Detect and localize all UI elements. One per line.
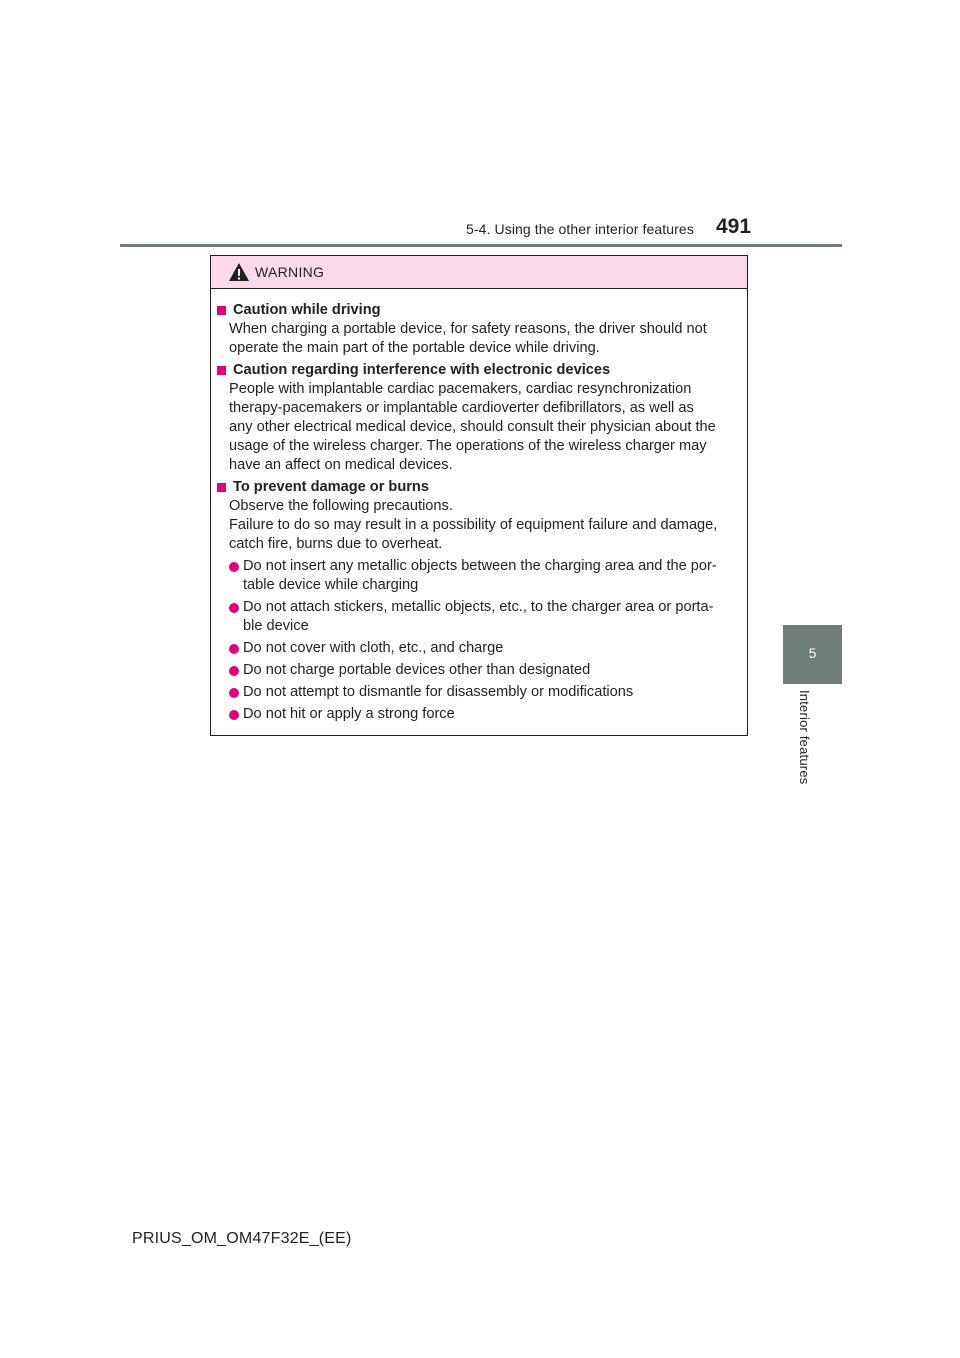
warning-section-interference — [217, 361, 738, 475]
chapter-number: 5 — [808, 645, 817, 661]
dot-bullet-icon — [229, 688, 239, 698]
list-item: Do not attach stickers, metallic objects, etc., to the charger area or porta- ble device — [217, 598, 738, 636]
list-item: Do not insert any metallic objects between the charging area and the por- table device while charging — [217, 557, 738, 595]
section-paragraph: Observe the following precautions. Failure to do so may result in a possibility of equipment failure and damage, catch fire, burns due to overheat. — [229, 498, 718, 552]
section-title: 5-4. Using the other interior features — [466, 221, 694, 237]
warning-section-driving — [217, 301, 738, 358]
chapter-tab[interactable] — [783, 625, 842, 684]
dot-bullet-icon — [229, 603, 239, 613]
square-bullet-icon — [217, 366, 226, 375]
warning-header — [211, 256, 747, 289]
precaution-list — [217, 557, 738, 724]
chapter-label: Interior features — [797, 690, 812, 785]
section-heading: To prevent damage or burns — [217, 478, 738, 497]
warning-body — [211, 289, 747, 724]
list-item: Do not hit or apply a strong force — [217, 705, 738, 724]
warning-triangle-icon — [228, 262, 250, 282]
section-heading: Caution while driving — [217, 301, 738, 320]
dot-bullet-icon — [229, 666, 239, 676]
dot-bullet-icon — [229, 710, 239, 720]
header-divider — [120, 244, 842, 247]
section-paragraph: People with implantable cardiac pacemakers, cardiac resynchronization therapy-pacemakers or implantable cardioverter defibrillators, as well as any other electrical medical device, should consult their physician about the usage of the wireless charger. The operations of the wireless charger may have an affect on medical devices. — [229, 381, 716, 473]
warning-section-damage — [217, 478, 738, 724]
warning-box — [210, 255, 748, 736]
square-bullet-icon — [217, 306, 226, 315]
document-code: PRIUS_OM_OM47F32E_(EE) — [132, 1230, 352, 1247]
section-heading: Caution regarding interference with electronic devices — [217, 361, 738, 380]
square-bullet-icon — [217, 483, 226, 492]
page-number: 491 — [716, 215, 752, 238]
list-item: Do not cover with cloth, etc., and charge — [217, 639, 738, 658]
section-paragraph: When charging a portable device, for safety reasons, the driver should not operate the main part of the portable device while driving. — [229, 321, 707, 356]
list-item: Do not charge portable devices other than designated — [217, 661, 738, 680]
warning-title: WARNING — [255, 264, 325, 280]
list-item: Do not attempt to dismantle for disassembly or modifications — [217, 683, 738, 702]
dot-bullet-icon — [229, 562, 239, 572]
dot-bullet-icon — [229, 644, 239, 654]
